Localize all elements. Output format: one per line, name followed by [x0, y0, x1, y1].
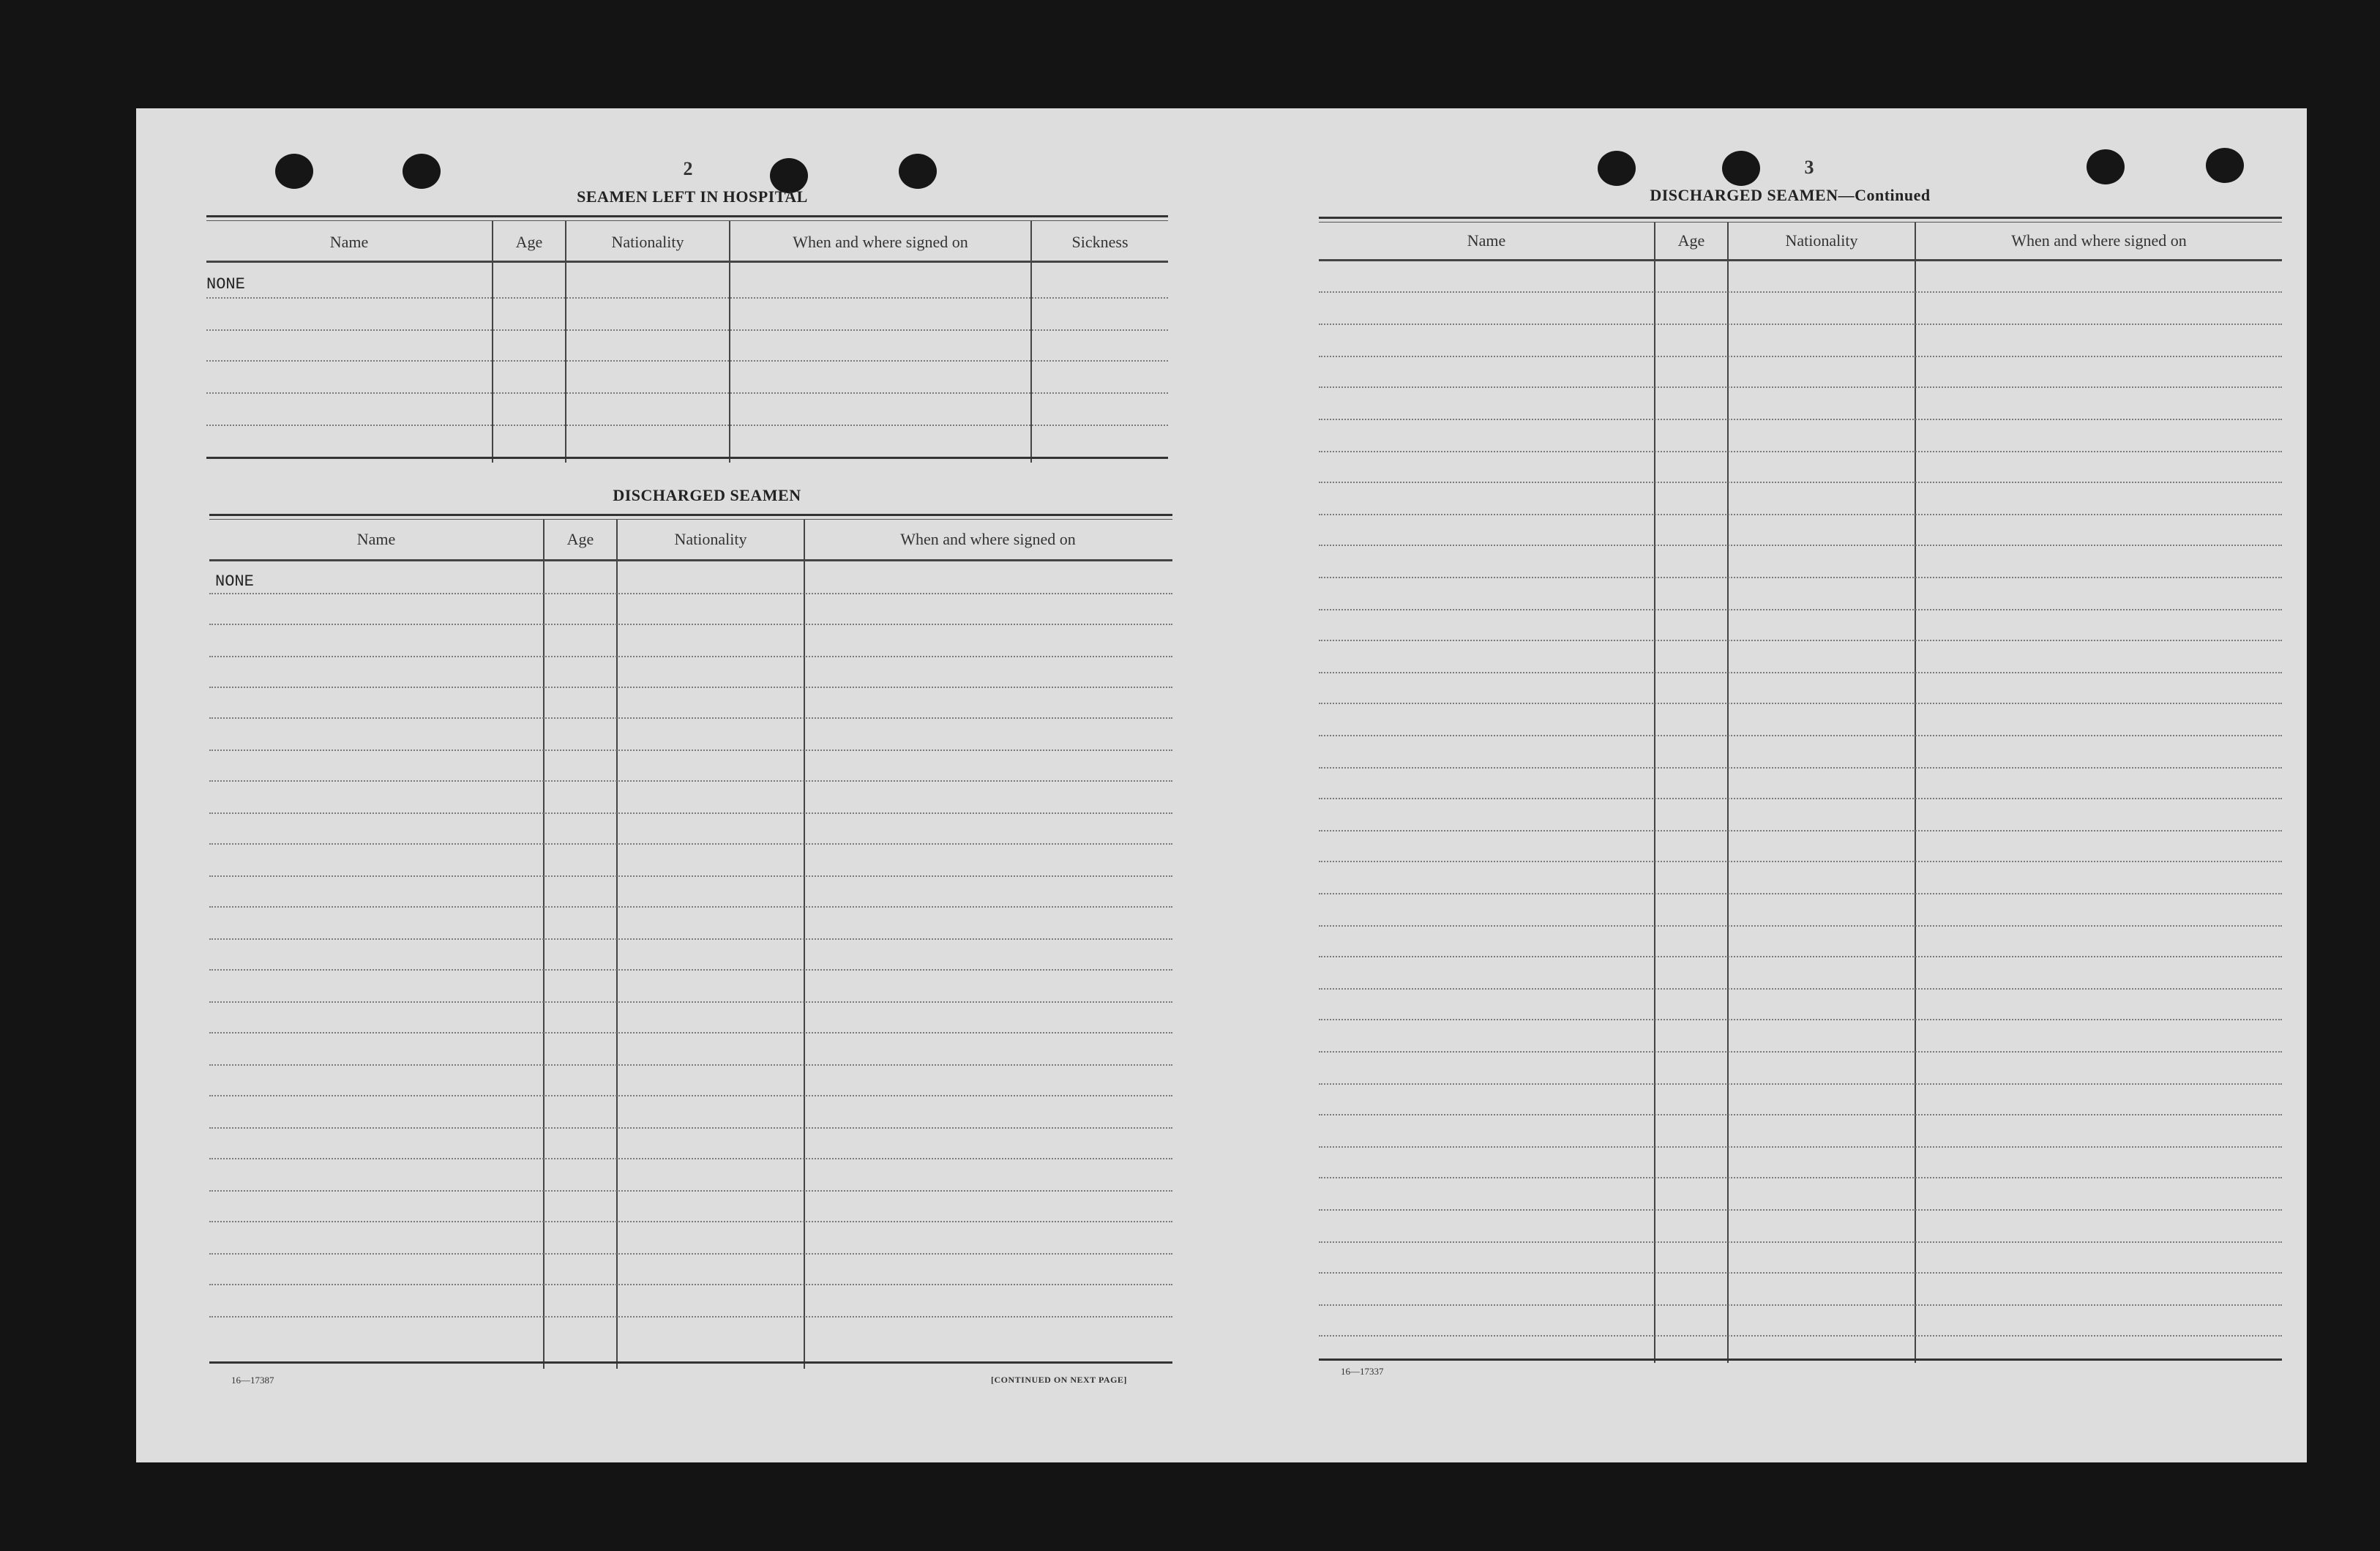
left-form-number: 16—17387	[231, 1375, 274, 1386]
discharged-table	[209, 514, 1172, 1369]
hospital-section-title: SEAMEN LEFT IN HOSPITAL	[577, 187, 808, 206]
discharged-continued-table	[1319, 217, 2282, 1470]
discharged-continued-suffix: —Continued	[1838, 186, 1931, 204]
col-header-name: Name	[329, 233, 369, 251]
punch-hole	[1722, 151, 1760, 186]
col-header-sickness: Sickness	[1071, 233, 1129, 251]
col-header-signed-on: When and where signed on	[793, 233, 968, 251]
col-header-signed-on: When and where signed on	[900, 530, 1076, 548]
col-header-name: Name	[1467, 231, 1506, 250]
col-header-nationality: Nationality	[674, 530, 747, 548]
right-form-number: 16—17337	[1341, 1366, 1384, 1377]
col-header-signed-on: When and where signed on	[2011, 231, 2187, 250]
col-header-age: Age	[566, 530, 594, 548]
col-header-name: Name	[356, 530, 396, 548]
discharged-section-title: DISCHARGED SEAMEN	[613, 486, 801, 504]
punch-hole	[275, 154, 313, 189]
col-header-age: Age	[515, 233, 543, 251]
discharged-row-name: NONE	[215, 572, 254, 591]
punch-hole	[403, 154, 441, 189]
discharged-continued-title-main: DISCHARGED SEAMEN	[1650, 186, 1838, 204]
punch-hole	[2206, 148, 2244, 183]
col-header-nationality: Nationality	[1785, 231, 1858, 250]
col-header-nationality: Nationality	[611, 233, 684, 251]
left-page-number: 2	[683, 158, 693, 179]
punch-hole	[899, 154, 937, 189]
col-header-age: Age	[1677, 231, 1705, 250]
punch-hole	[1598, 151, 1636, 186]
form-sheet	[136, 108, 2307, 1462]
hospital-row-name: NONE	[206, 275, 245, 294]
continued-note: [CONTINUED ON NEXT PAGE]	[991, 1375, 1127, 1385]
right-page-number: 3	[1804, 157, 1814, 178]
punch-hole	[2087, 149, 2125, 184]
discharged-continued-title	[1629, 186, 1951, 205]
hospital-table	[206, 215, 1168, 463]
